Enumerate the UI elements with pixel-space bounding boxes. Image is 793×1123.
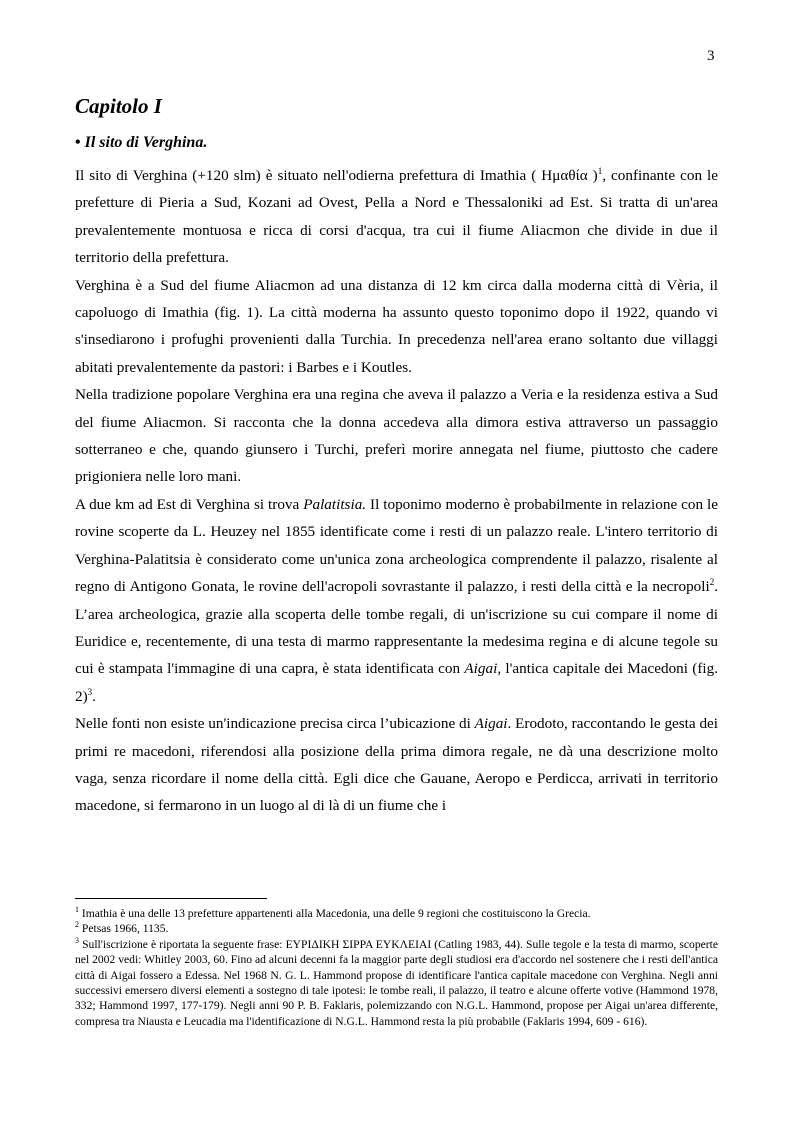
footnote-separator	[75, 898, 267, 899]
paragraph-2: Verghina è a Sud del fiume Aliacmon ad una distanza di 12 km circa dalla moderna città di Vèria, il capoluogo di Imathia (fig. 1). La città moderna ha assunto questo toponimo dopo il 1922, quando vi s'insediarono i profughi provenienti dalla Turchia. In precedenza nell'area erano soltanto due villaggi abitati prevalentemente da pastori: i Barbes e i Koutles.	[75, 276, 718, 376]
section-title-text: Il sito di Verghina.	[84, 134, 208, 151]
chapter-title: Capitolo I	[75, 94, 162, 118]
italic-palatitsia: Palatitsia.	[303, 495, 367, 513]
paragraph-5	[75, 710, 718, 820]
paragraph-4-text-c: . L’area archeologica, grazie alla scoperta delle tombe regali, di un'iscrizione su cui compare il nome di Euridice e, recentemente, di una testa di marmo rappresentante la medesima regina e di alcune tegole su cui è stampata l'immagine di una capra, è stata identificata con	[75, 578, 718, 678]
page-number: 3	[707, 48, 715, 64]
paragraph-4-text-b: Il toponimo moderno è probabilmente in relazione con le rovine scoperte da L. Heuzey nel 1855 identificate come i resti di un palazzo reale. L'intero territorio di Verghina-Palatitsia è considerato come un'unica zona archeologica comprendente il palazzo, risalente al regno di Antigono Gonata, le rovine dell'acropoli sovrastante il palazzo, i resti della città e la necropoli	[75, 495, 718, 596]
paragraph-5-text-b: . Erodoto, raccontando le gesta dei primi re macedoni, riferendosi alla posizione della prima dimora regale, ne dà una descrizione molto vaga, senza ricordare il nome della città. Egli dice che Gauane, Aeropo e Perdicca, arrivati in territorio macedone, si fermarono in un luogo al di là di un fiume che i	[75, 715, 719, 815]
section-title	[75, 132, 207, 154]
footnote-2-text: Petsas 1966, 1135.	[79, 922, 169, 936]
section-bullet: •	[75, 134, 81, 151]
footnote-1	[75, 906, 718, 921]
body-text	[75, 162, 718, 820]
footnote-3	[75, 937, 718, 1029]
paragraph-4-text-e: .	[92, 687, 96, 705]
footnote-3-text: Sull'iscrizione è riportata la seguente frase: ΕΥΡΙΔΙΚΗ ΣΙΡΡΑ ΕΥΚΛΕΙΑΙ (Catling 1983, 44). Sulle tegole e la testa di marmo, scoperte nel 2002 vedi: Whitley 2003, 60. Fino ad alcuni decenni fa la maggior parte degli studiosi era d'accordo nel sostenere che i resti dell'antica città di Aigai fossero a Edessa. Nel 1968 N. G. L. Hammond propose di identificare l'antica capitale macedone con Verghina. Negli anni successivi emersero diversi elementi a sostegno di tale ipotesi: le tombe reali, il palazzo, il teatro e alcune offerte votive (Hammond 1978, 332; Hammond 1997, 177-179). Negli anni 90 P. B. Faklaris, polemizzando con N.G.L. Hammond, propose per Aigai un'area differente, compresa tra Niausta e Leucadia ma l'identificazione di N.G.L. Hammond resta la più probabile (Faklaris 1994, 609 - 616).	[75, 937, 718, 1028]
italic-aigai-2: Aigai	[474, 715, 508, 733]
paragraph-4-text-d: , l'antica capitale dei Macedoni (fig. 2)	[75, 660, 719, 705]
footnotes	[75, 906, 718, 1029]
paragraph-3: Nella tradizione popolare Verghina era una regina che aveva il palazzo a Veria e la residenza estiva a Sud del fiume Aliacmon. Si racconta che la donna accedeva alla dimora estiva attraverso un passaggio sotterraneo e che, quando giunsero i Turchi, preferì morire annegata nel fiume, piuttosto che cadere prigioniera nelle loro mani.	[75, 386, 718, 486]
footnote-1-text: Imathia è una delle 13 prefetture appartenenti alla Macedonia, una delle 9 regioni che costituiscono la Grecia.	[79, 907, 591, 920]
footnote-ref-2: 2	[709, 577, 715, 588]
paragraph-1	[75, 162, 718, 272]
footnote-ref-1: 1	[597, 166, 603, 176]
italic-aigai: Aigai	[464, 660, 498, 678]
footnote-ref-3: 3	[87, 686, 93, 697]
footnote-2	[75, 921, 718, 936]
paragraph-4-text-a: A due km ad Est di Verghina si trova	[75, 495, 304, 513]
footnote-mark-1: 1	[75, 905, 79, 914]
paragraph-4	[75, 491, 718, 710]
footnote-mark-3: 3	[75, 935, 79, 945]
paragraph-1-text-a: Il sito di Verghina (+120 slm) è situato nell'odierna prefettura di Imathia ( Ημαθία )	[75, 167, 598, 184]
footnote-mark-2: 2	[75, 920, 79, 930]
paragraph-5-text-a: Nelle fonti non esiste un'indicazione precisa circa l’ubicazione di	[75, 715, 475, 733]
paragraph-1-text-b: , confinante con le prefetture di Pieria a Sud, Kozani ad Ovest, Pella a Nord e Thessaloniki ad Est. Si tratta di un'area prevalentemente montuosa e ricca di corsi d'acqua, tra cui il fiume Aliacmon che divide in due il territorio della prefettura.	[75, 167, 718, 267]
